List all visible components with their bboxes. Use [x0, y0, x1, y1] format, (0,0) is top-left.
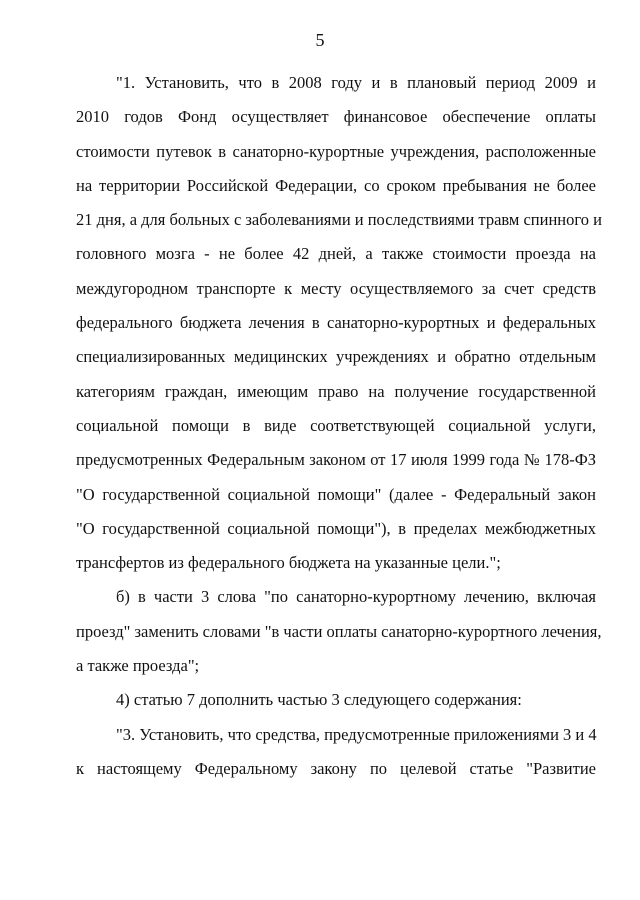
text-line: предусмотренных Федеральным законом от 17 июля 1999 года № 178-ФЗ [76, 450, 596, 470]
text-line: проезд" заменить словами "в части оплаты санаторно-курортного лечения, [76, 621, 602, 641]
text-line: а также проезда"; [76, 656, 200, 676]
text-line: федерального бюджета лечения в санаторно-курортных и федеральных [76, 313, 596, 333]
text-line: 4) статью 7 дополнить частью 3 следующего содержания: [116, 690, 522, 710]
text-line: стоимости путевок в санаторно-курортные учреждения, расположенные [76, 141, 596, 161]
text-line: 21 дня, а для больных с заболеваниями и последствиями травм спинного и [76, 210, 602, 230]
paragraph-item-b [76, 580, 602, 683]
text-line: 2010 годов Фонд осуществляет финансовое обеспечение оплаты [76, 107, 596, 127]
page-number: 5 [315, 30, 325, 50]
text-line: специализированных медицинских учреждениях и обратно отдельным [76, 347, 596, 367]
text-line: "О государственной социальной помощи" (далее - Федеральный закон [76, 484, 596, 504]
text-line: социальной помощи в виде соответствующей социальной услуги, [76, 415, 596, 435]
paragraph-item-4 [76, 683, 596, 717]
text-line: междугородном транспорте к месту осуществляемого за счет средств [76, 278, 596, 298]
paragraph-article-1-text [76, 66, 602, 580]
text-line: на территории Российской Федерации, со сроком пребывания не более [76, 175, 596, 195]
text-line: к настоящему Федеральному закону по целевой статье "Развитие [76, 758, 596, 778]
text-line: "1. Установить, что в 2008 году и в плановый период 2009 и [116, 73, 596, 92]
text-line: головного мозга - не более 42 дней, а также стоимости проезда на [76, 244, 596, 264]
text-line: категориям граждан, имеющим право на получение государственной [76, 381, 596, 401]
text-line: б) в части 3 слова "по санаторно-курортному лечению, включая [116, 587, 596, 607]
document-body [76, 66, 602, 786]
text-line: "О государственной социальной помощи"), в пределах межбюджетных [76, 518, 596, 538]
paragraph-article-7-part-3 [76, 718, 596, 787]
text-line: "3. Установить, что средства, предусмотренные приложениями 3 и 4 [116, 724, 597, 744]
text-line: трансфертов из федерального бюджета на указанные цели."; [76, 553, 501, 573]
